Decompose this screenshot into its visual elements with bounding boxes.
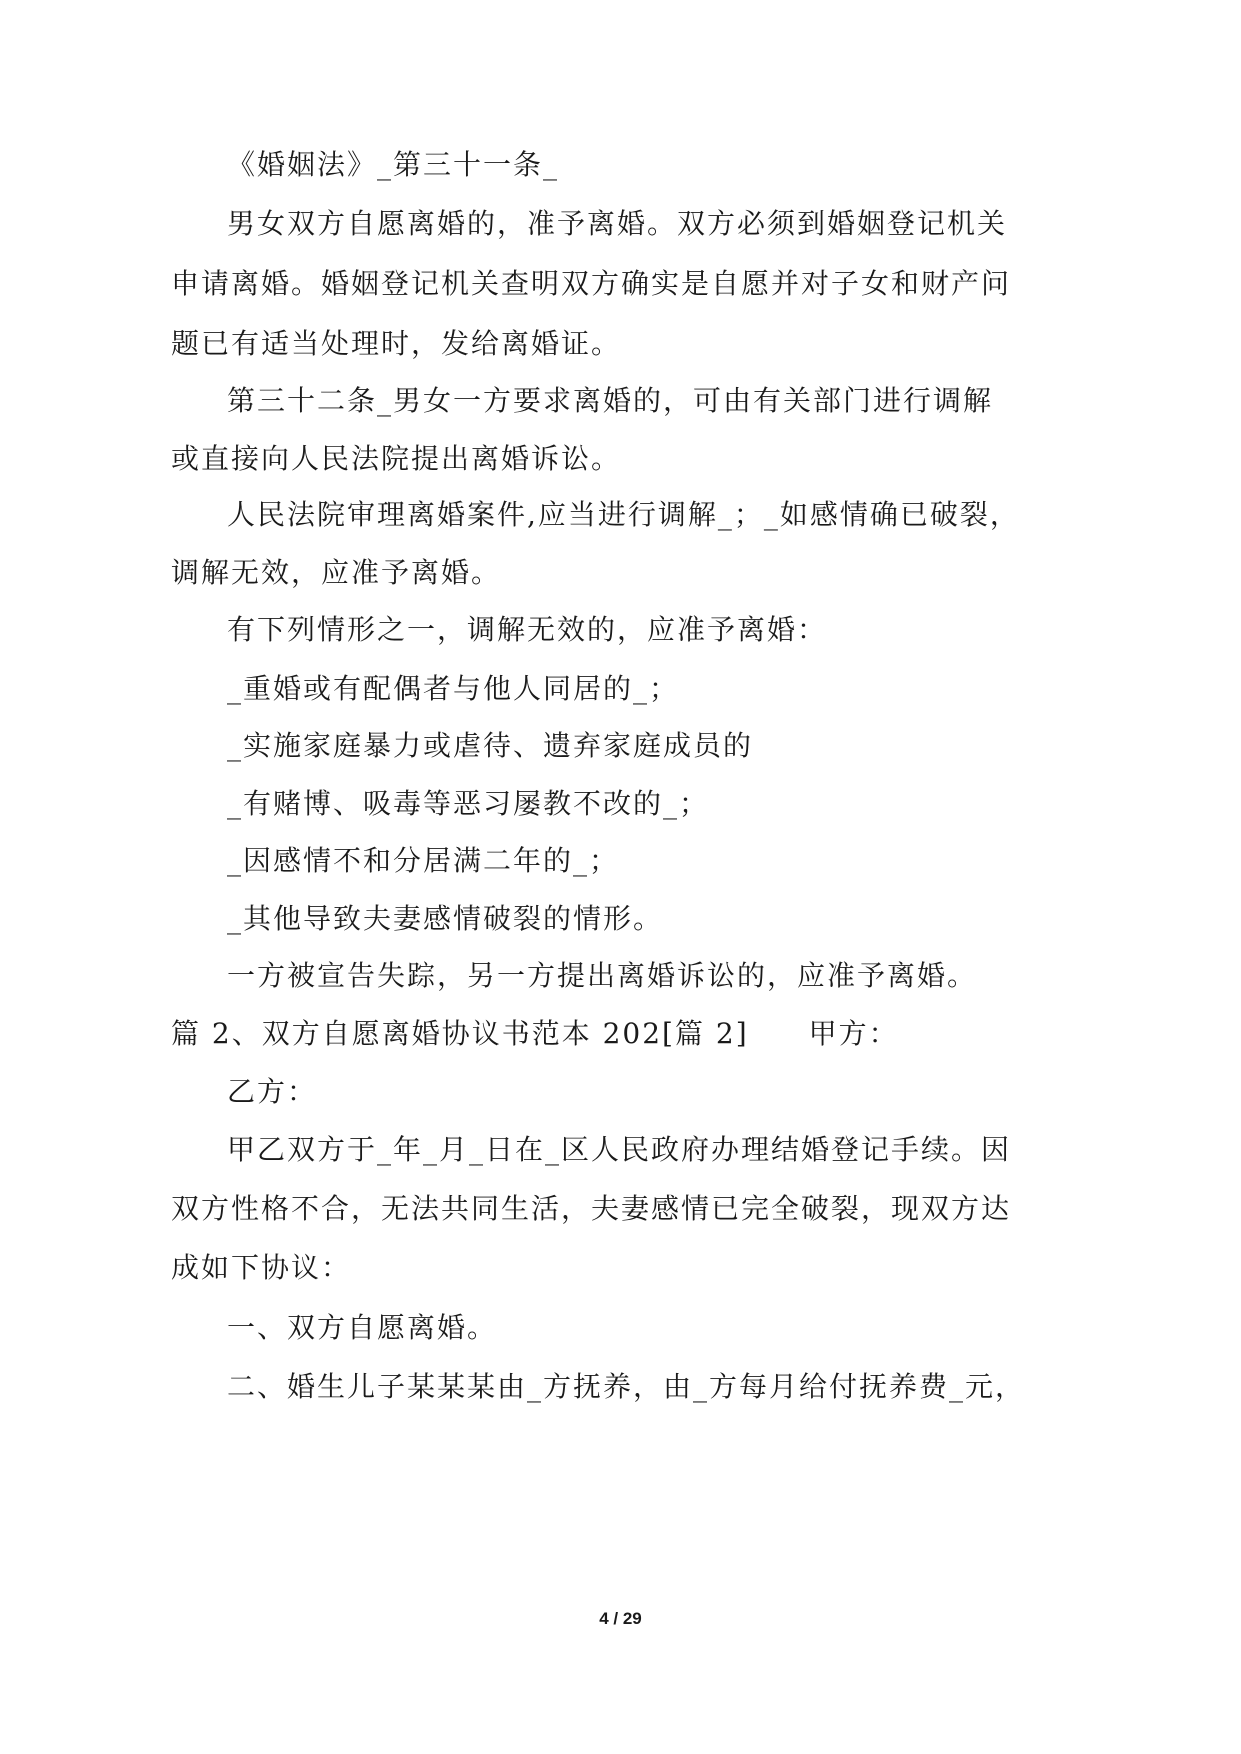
- list-item: _因感情不和分居满二年的_；: [227, 844, 620, 877]
- text-line: 调解无效，应准予离婚。: [171, 556, 502, 589]
- text-line: 有下列情形之一，调解无效的，应准予离婚：: [227, 613, 828, 646]
- heading-article-31: 《婚姻法》_第三十一条_: [227, 148, 560, 181]
- text-line: 题已有适当处理时，发给离婚证。: [171, 327, 622, 360]
- text-line: 乙方：: [227, 1075, 318, 1108]
- text-line: 人民法院审理离婚案件,应当进行调解_；_如感情确已破裂，: [227, 498, 1020, 531]
- text-line: 男女双方自愿离婚的，准予离婚。双方必须到婚姻登记机关: [227, 207, 1008, 240]
- text-line: 二、婚生儿子某某某由_方抚养，由_方每月给付抚养费_元，: [227, 1370, 1026, 1403]
- text-line: 双方性格不合，无法共同生活，夫妻感情已完全破裂，现双方达: [171, 1192, 1012, 1225]
- list-item: _有赌博、吸毒等恶习屡教不改的_；: [227, 787, 710, 820]
- section-heading: 篇 2、双方自愿离婚协议书范本 202[篇 2] 甲方：: [171, 1017, 899, 1050]
- text-line: 一方被宣告失踪，另一方提出离婚诉讼的，应准予离婚。: [227, 959, 978, 992]
- list-item: _实施家庭暴力或虐待、遗弃家庭成员的: [227, 729, 754, 762]
- text-line: 成如下协议：: [171, 1251, 352, 1284]
- text-line: 或直接向人民法院提出离婚诉讼。: [171, 442, 622, 475]
- text-line: 第三十二条_男女一方要求离婚的，可由有关部门进行调解: [227, 384, 994, 417]
- text-line: 一、双方自愿离婚。: [227, 1311, 498, 1344]
- page-number: 4 / 29: [599, 1609, 642, 1628]
- list-item: _重婚或有配偶者与他人同居的_；: [227, 672, 680, 705]
- text-line: 申请离婚。婚姻登记机关查明双方确实是自愿并对子女和财产问: [171, 267, 1012, 300]
- text-line: 甲乙双方于_年_月_日在_区人民政府办理结婚登记手续。因: [227, 1133, 1012, 1166]
- list-item: _其他导致夫妻感情破裂的情形。: [227, 902, 664, 935]
